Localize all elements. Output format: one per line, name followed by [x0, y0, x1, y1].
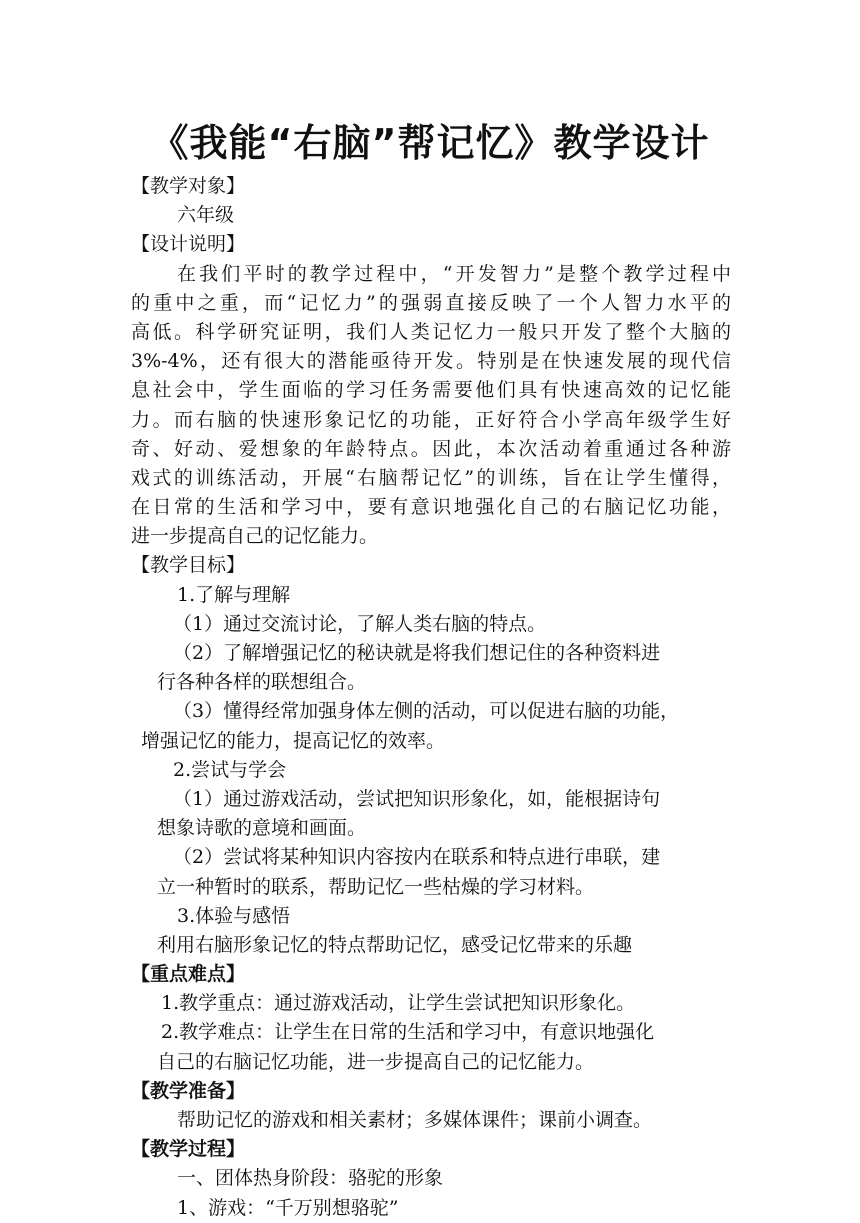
text-line: 行各种各样的联想组合。: [157, 671, 367, 694]
text-line: 立一种暂时的联系，帮助记忆一些枯燥的学习材料。: [157, 875, 595, 898]
text-line: 帮助记忆的游戏和相关素材；多媒体课件；课前小调查。: [177, 1109, 653, 1131]
text-line: 2.尝试与学会: [173, 758, 287, 781]
text-line: 1.教学重点：通过游戏活动，让学生尝试把知识形象化。: [161, 992, 636, 1015]
text-line: 奇、好动、爱想象的年龄特点。因此，本次活动着重通过各种游: [131, 437, 731, 460]
text-line: 3%-4%，还有很大的潜能亟待开发。特别是在快速发展的现代信: [131, 350, 731, 373]
text-line: 高低。科学研究证明，我们人类记忆力一般只开发了整个大脑的: [131, 320, 731, 343]
text-line: （1）通过交流讨论，了解人类右脑的特点。: [173, 612, 547, 635]
section-heading: 【教学目标】: [131, 554, 246, 577]
text-line: 2.教学难点：让学生在日常的生活和学习中，有意识地强化: [161, 1021, 655, 1044]
section-heading: 【教学对象】: [131, 175, 246, 197]
text-line: 自己的右脑记忆功能，进一步提高自己的记忆能力。: [157, 1050, 595, 1073]
text-line: 1、游戏：“千万别想骆驼”: [177, 1196, 399, 1219]
text-line: 1.了解与理解: [177, 583, 291, 606]
text-line: 息社会中，学生面临的学习任务需要他们具有快速高效的记忆能: [131, 379, 731, 402]
text-line: （2）尝试将某种知识内容按内在联系和特点进行串联，建: [173, 846, 661, 869]
section-heading: 【教学过程】: [131, 1138, 246, 1161]
text-line: 的重中之重，而“记忆力”的强弱直接反映了一个人智力水平的: [131, 291, 731, 314]
text-line: 增强记忆的能力，提高记忆的效率。: [141, 729, 446, 752]
section-heading: 【重点难点】: [131, 963, 246, 986]
text-line: 六年级: [177, 204, 235, 227]
section-heading: 【设计说明】: [131, 233, 246, 256]
text-line: 一、团体热身阶段：骆驼的形象: [177, 1167, 444, 1190]
document-body: [131, 172, 731, 1223]
text-line: 3.体验与感悟: [177, 904, 291, 927]
text-line: 戏式的训练活动，开展“右脑帮记忆”的训练，旨在让学生懂得，: [131, 466, 731, 489]
text-line: （3）懂得经常加强身体左侧的活动，可以促进右脑的功能，: [173, 700, 680, 723]
text-line: 进一步提高自己的记忆能力。: [131, 525, 379, 548]
section-heading: 【教学准备】: [131, 1079, 246, 1102]
text-line: 想象诗歌的意境和画面。: [157, 817, 367, 840]
document-title: 《我能“右脑”帮记忆》教学设计: [150, 121, 710, 165]
text-line: 力。而右脑的快速形象记忆的功能，正好符合小学高年级学生好: [131, 408, 731, 431]
text-line: （2）了解增强记忆的秘诀就是将我们想记住的各种资料进: [173, 642, 661, 664]
text-line: 利用右脑形象记忆的特点帮助记忆，感受记忆带来的乐趣: [157, 933, 633, 956]
text-line: （1）通过游戏活动，尝试把知识形象化，如，能根据诗句: [173, 787, 661, 810]
text-line: 在日常的生活和学习中，要有意识地强化自己的右脑记忆功能，: [131, 496, 731, 519]
text-line: 在我们平时的教学过程中，“开发智力”是整个教学过程中: [177, 262, 731, 285]
